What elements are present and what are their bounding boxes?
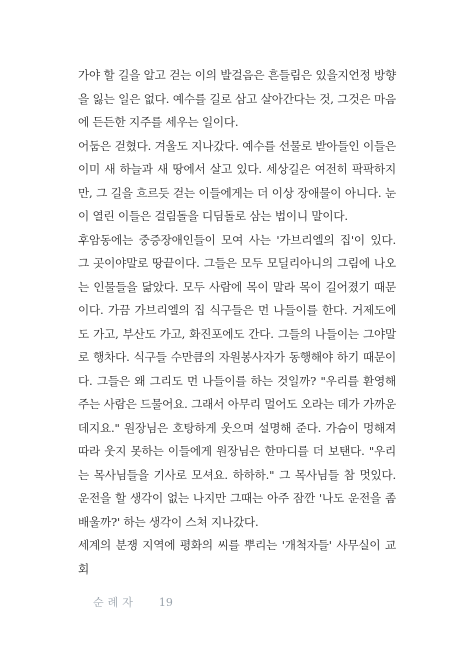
- page-number: 19: [158, 596, 173, 609]
- paragraph-2: 어둠은 걷혔다. 겨울도 지나갔다. 예수를 선물로 받아들인 이들은 이미 새 하늘과 새 땅에서 살고 있다. 세상길은 여전히 팍팍하지만, 그 길을 흐르듯 걷는 이들에게는 더 이상 장애물이 아니다. 눈이 열린 이들은 걸림돌을 디딤돌로 삼는 법이니 말이다.: [78, 138, 396, 223]
- paragraph-1: 가야 할 길을 알고 걷는 이의 발걸음은 흔들림은 있을지언정 방향을 잃는 일은 없다. 예수를 길로 삼고 살아간다는 것, 그것은 마음에 든든한 지주를 세우는 일이다.: [78, 68, 396, 129]
- body-text: [78, 64, 396, 581]
- running-title: 순례자: [93, 596, 137, 609]
- page-footer: [93, 594, 173, 610]
- paragraph-3: 후암동에는 중증장애인들이 모여 사는 '가브리엘의 집'이 있다. 그 곳이야말로 땅끝이다. 그들은 모두 모딜리아니의 그림에 나오는 인물들을 닮았다. 모두 사람에 목이 말라 목이 길어졌기 때문이다. 가끔 가브리엘의 집 식구들은 먼 나들이를 한다. 거제도에도 가고, 부산도 가고, 화진포에도 간다. 그들의 나들이는 그야말로 행차다. 식구들 수만큼의 자원봉사자가 동행해야 하기 때문이다. 그들은 왜 그리도 먼 나들이를 하는 것일까? "우리를 환영해 주는 사람은 드물어요. 그래서 아무리 멀어도 오라는 데가 가까운 데지요." 원장님은 호탕하게 웃으며 설명해 준다. 가슴이 멍해져 따라 웃지 못하는 이들에게 원장님은 한마디를 더 보탠다. "우리는 목사님들을 기사로 모셔요. 하하하." 그 목사님들 참 멋있다. 운전을 할 생각이 없는 나지만 그때는 아주 잠깐 '나도 운전을 좀 배울까?' 하는 생각이 스쳐 지나갔다.: [78, 232, 396, 529]
- paragraph-4: 세계의 분쟁 지역에 평화의 씨를 뿌리는 '개척자들' 사무실이 교회: [78, 538, 396, 576]
